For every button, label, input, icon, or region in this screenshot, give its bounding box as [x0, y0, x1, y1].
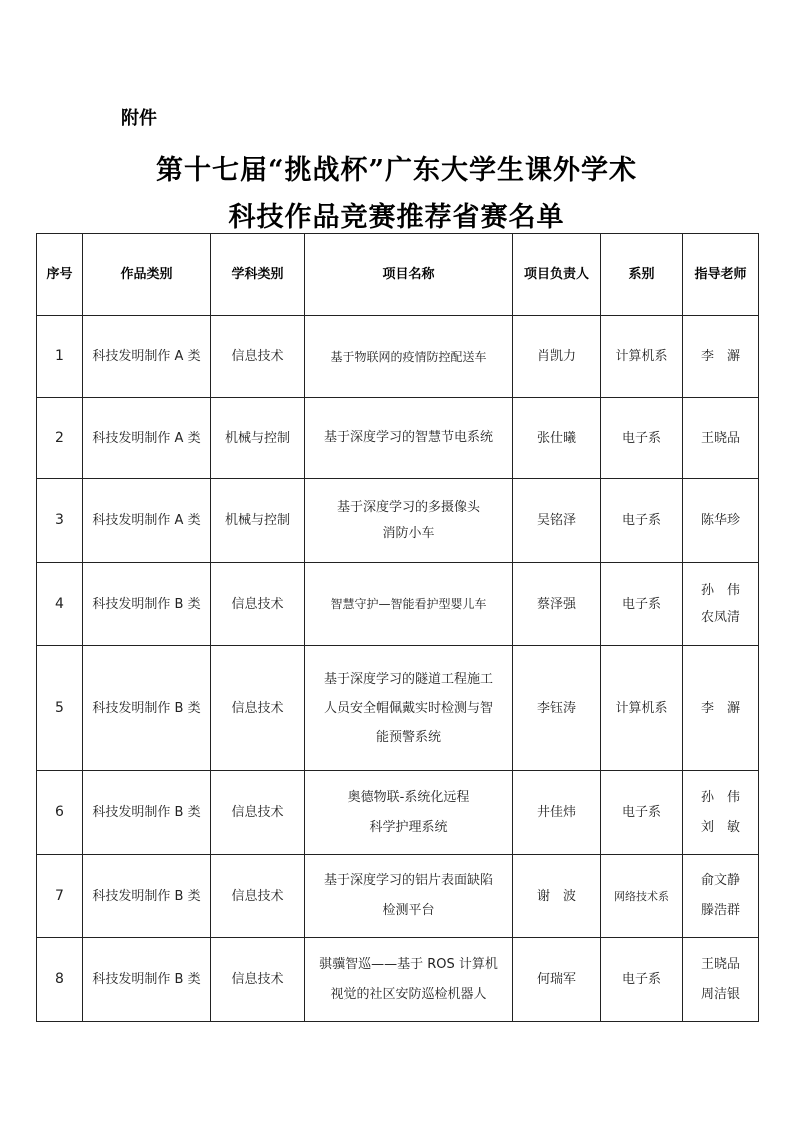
table-row — [37, 316, 759, 398]
advisor-name: 李 澥 — [700, 700, 740, 716]
cell-category: 科技发明制作 B 类 — [83, 771, 211, 855]
advisor-name: 王晓品 — [700, 956, 740, 972]
project-line: 骐骥智巡——基于 ROS 计算机 — [319, 956, 498, 972]
cell-advisor — [683, 563, 759, 646]
advisor-name: 王晓品 — [700, 430, 740, 446]
advisor-name: 滕浩群 — [700, 903, 740, 918]
cell-advisor — [683, 938, 759, 1022]
header-no: 序号 — [37, 234, 83, 316]
cell-no: 1 — [37, 316, 83, 398]
cell-leader: 李钰涛 — [513, 646, 601, 771]
table-row — [37, 771, 759, 855]
cell-discipline: 信息技术 — [211, 563, 305, 646]
project-line: 基于深度学习的智慧节电系统 — [323, 430, 493, 445]
cell-leader: 谢 波 — [513, 855, 601, 938]
project-line: 基于深度学习的铝片表面缺陷 — [323, 873, 493, 888]
cell-dept: 网络技术系 — [601, 855, 683, 938]
project-line: 基于深度学习的多摄像头 — [336, 499, 480, 515]
cell-discipline: 信息技术 — [211, 855, 305, 938]
cell-category: 科技发明制作 B 类 — [83, 855, 211, 938]
cell-category: 科技发明制作 A 类 — [83, 479, 211, 563]
cell-advisor — [683, 771, 759, 855]
cell-category: 科技发明制作 A 类 — [83, 316, 211, 398]
cell-advisor — [683, 855, 759, 938]
cell-no: 4 — [37, 563, 83, 646]
table-row — [37, 563, 759, 646]
header-leader: 项目负责人 — [513, 234, 601, 316]
header-project: 项目名称 — [305, 234, 513, 316]
advisor-name: 周洁银 — [700, 986, 740, 1002]
project-line: 能预警系统 — [375, 729, 441, 745]
header-category: 作品类别 — [83, 234, 211, 316]
table-row — [37, 855, 759, 938]
table-row — [37, 646, 759, 771]
cell-no: 8 — [37, 938, 83, 1022]
cell-project — [305, 938, 513, 1022]
cell-no: 7 — [37, 855, 83, 938]
cell-leader: 井佳炜 — [513, 771, 601, 855]
project-line: 智慧守护—智能看护型婴儿车 — [330, 597, 487, 611]
table-row — [37, 938, 759, 1022]
cell-project — [305, 479, 513, 563]
cell-dept: 计算机系 — [601, 316, 683, 398]
project-line: 消防小车 — [382, 525, 435, 541]
cell-category: 科技发明制作 B 类 — [83, 563, 211, 646]
advisor-name: 农凤清 — [700, 610, 740, 625]
cell-leader: 蔡泽强 — [513, 563, 601, 646]
cell-project — [305, 646, 513, 771]
cell-dept: 计算机系 — [601, 646, 683, 771]
advisor-name: 刘 敏 — [700, 819, 740, 835]
cell-no: 6 — [37, 771, 83, 855]
cell-dept: 电子系 — [601, 563, 683, 646]
cell-discipline: 机械与控制 — [211, 479, 305, 563]
cell-dept: 电子系 — [601, 398, 683, 479]
project-line: 基于物联网的疫情防控配送车 — [330, 349, 487, 364]
cell-project — [305, 855, 513, 938]
header-dept: 系别 — [601, 234, 683, 316]
cell-discipline: 信息技术 — [211, 938, 305, 1022]
project-line: 人员安全帽佩戴实时检测与智 — [323, 700, 493, 716]
attachment-label: 附件 — [121, 108, 157, 129]
cell-leader: 张仕曦 — [513, 398, 601, 479]
cell-dept: 电子系 — [601, 771, 683, 855]
cell-project — [305, 398, 513, 479]
project-line: 基于深度学习的隧道工程施工 — [323, 671, 493, 687]
cell-discipline: 信息技术 — [211, 771, 305, 855]
cell-no: 2 — [37, 398, 83, 479]
header-discipline: 学科类别 — [211, 234, 305, 316]
cell-advisor — [683, 316, 759, 398]
cell-discipline: 机械与控制 — [211, 398, 305, 479]
table-row — [37, 398, 759, 479]
cell-category: 科技发明制作 B 类 — [83, 938, 211, 1022]
document-title-line2: 科技作品竞赛推荐省赛名单 — [228, 202, 565, 233]
project-line: 视觉的社区安防巡检机器人 — [330, 986, 487, 1002]
recommendation-table — [36, 233, 759, 1022]
cell-category: 科技发明制作 B 类 — [83, 646, 211, 771]
cell-project — [305, 563, 513, 646]
cell-category: 科技发明制作 A 类 — [83, 398, 211, 479]
advisor-name: 孙 伟 — [700, 789, 740, 805]
cell-project — [305, 771, 513, 855]
advisor-name: 俞文静 — [700, 873, 740, 888]
cell-advisor — [683, 398, 759, 479]
project-line: 检测平台 — [382, 903, 435, 918]
table-row — [37, 479, 759, 563]
table-header-row — [37, 234, 759, 316]
project-line: 奥德物联-系统化远程 — [347, 789, 470, 805]
cell-leader: 肖凯力 — [513, 316, 601, 398]
advisor-name: 陈华珍 — [700, 513, 740, 528]
cell-leader: 吴铭泽 — [513, 479, 601, 563]
cell-no: 3 — [37, 479, 83, 563]
advisor-name: 孙 伟 — [700, 583, 740, 598]
advisor-name: 李 澥 — [700, 349, 740, 364]
cell-advisor — [683, 646, 759, 771]
header-advisor: 指导老师 — [683, 234, 759, 316]
project-line: 科学护理系统 — [369, 819, 448, 835]
cell-dept: 电子系 — [601, 938, 683, 1022]
document-title-line1: 第十七届“挑战杯”广东大学生课外学术 — [155, 155, 638, 186]
cell-advisor — [683, 479, 759, 563]
cell-dept: 电子系 — [601, 479, 683, 563]
cell-discipline: 信息技术 — [211, 316, 305, 398]
cell-no: 5 — [37, 646, 83, 771]
cell-project — [305, 316, 513, 398]
cell-leader: 何瑞军 — [513, 938, 601, 1022]
cell-discipline: 信息技术 — [211, 646, 305, 771]
